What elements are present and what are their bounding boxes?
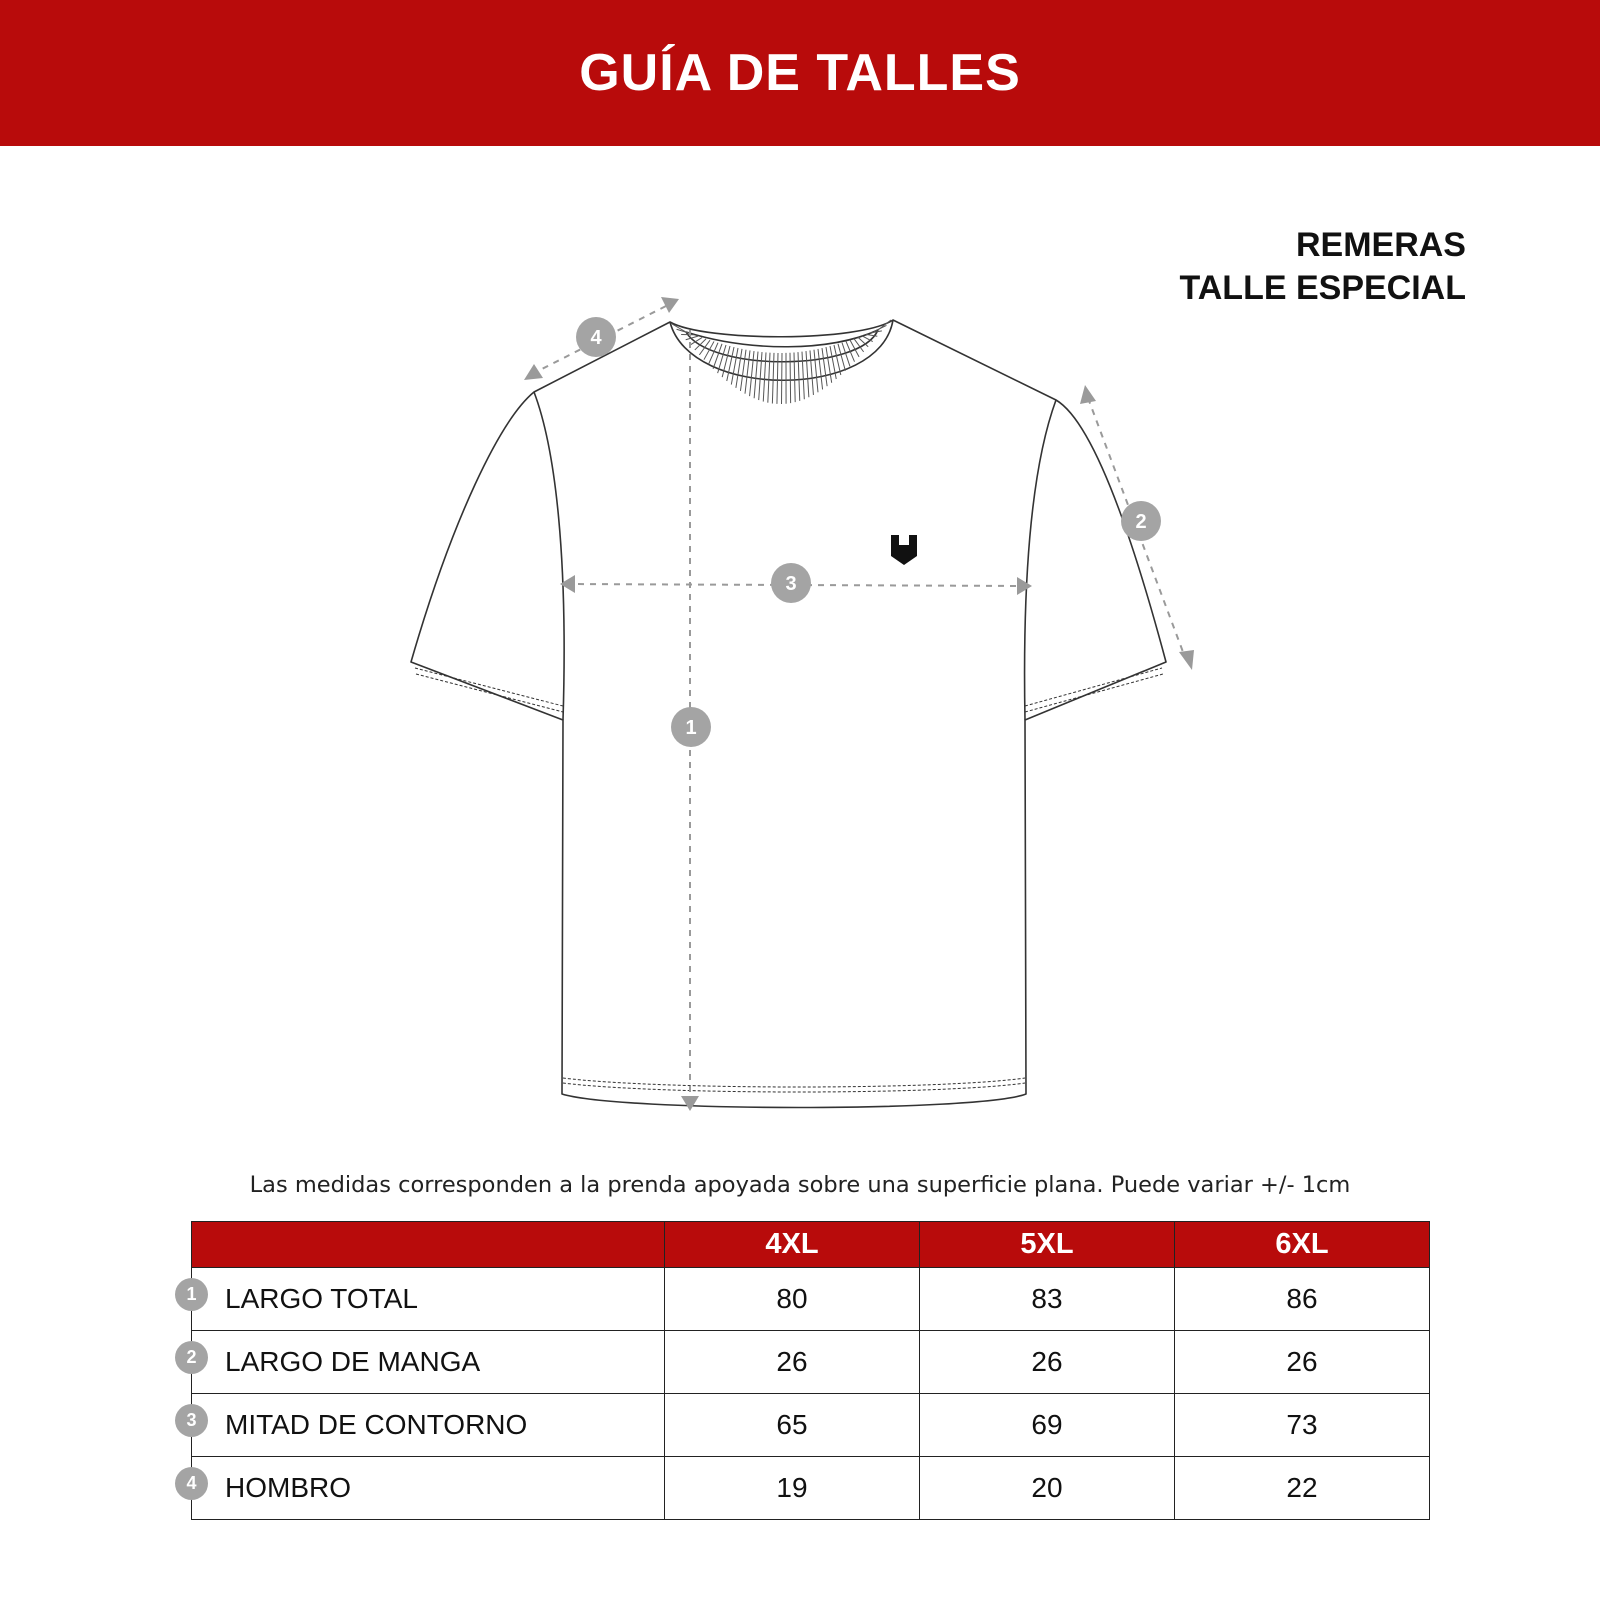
table-cell: 26 xyxy=(920,1331,1175,1394)
size-header-4xl: 4XL xyxy=(665,1222,920,1268)
rib-line xyxy=(790,353,791,403)
svg-text:2: 2 xyxy=(1135,511,1147,533)
row-label: HOMBRO xyxy=(225,1472,351,1503)
table-cell: 20 xyxy=(920,1457,1175,1520)
table-row xyxy=(192,1268,1430,1331)
size-header-6xl: 6XL xyxy=(1175,1222,1430,1268)
table-row xyxy=(192,1331,1430,1394)
header-blank-cell xyxy=(192,1222,665,1268)
size-header-row xyxy=(192,1222,1430,1268)
table-cell: 83 xyxy=(920,1268,1175,1331)
marker-4 xyxy=(576,317,616,357)
table-row xyxy=(192,1394,1430,1457)
marker-3 xyxy=(771,563,811,603)
table-cell: 73 xyxy=(1175,1394,1430,1457)
row-label-cell xyxy=(186,1457,665,1520)
row-label-cell xyxy=(186,1331,665,1394)
marker-1 xyxy=(671,707,711,747)
table-cell: 69 xyxy=(920,1394,1175,1457)
row-label-cell xyxy=(186,1394,665,1457)
svg-text:4: 4 xyxy=(590,327,602,349)
table-cell: 19 xyxy=(665,1457,920,1520)
row-label: MITAD DE CONTORNO xyxy=(225,1409,528,1440)
svg-text:1: 1 xyxy=(685,717,697,739)
arrow-2-bottom xyxy=(1179,650,1194,670)
row-label: LARGO DE MANGA xyxy=(225,1346,481,1377)
row-number-badge: 2 xyxy=(175,1341,208,1374)
table-cell: 86 xyxy=(1175,1268,1430,1331)
row-label: LARGO TOTAL xyxy=(225,1283,418,1314)
shirt-outline xyxy=(411,320,1166,1108)
size-header-5xl: 5XL xyxy=(920,1222,1175,1268)
table-cell: 65 xyxy=(665,1394,920,1457)
row-label-cell xyxy=(186,1268,665,1331)
row-number-badge: 4 xyxy=(175,1467,208,1500)
table-cell: 26 xyxy=(1175,1331,1430,1394)
table-cell: 26 xyxy=(665,1331,920,1394)
row-number-badge: 3 xyxy=(175,1404,208,1437)
page-title: GUÍA DE TALLES xyxy=(579,44,1021,102)
row-number-badge: 1 xyxy=(175,1278,208,1311)
table-cell: 80 xyxy=(665,1268,920,1331)
table-row xyxy=(192,1457,1430,1520)
size-table xyxy=(186,1221,1430,1520)
marker-2 xyxy=(1121,501,1161,541)
rib-line xyxy=(782,353,783,404)
arrow-4-left xyxy=(524,364,543,380)
arrow-4-right xyxy=(661,297,679,313)
svg-text:3: 3 xyxy=(785,573,797,595)
product-category: REMERAS xyxy=(1295,226,1466,264)
product-size-type: TALLE ESPECIAL xyxy=(1179,269,1466,307)
measurement-note: Las medidas corresponden a la prenda apoyada sobre una superficie plana. Puede variar +/- 1cm xyxy=(249,1172,1351,1198)
arrow-2-top xyxy=(1080,385,1096,404)
table-cell: 22 xyxy=(1175,1457,1430,1520)
